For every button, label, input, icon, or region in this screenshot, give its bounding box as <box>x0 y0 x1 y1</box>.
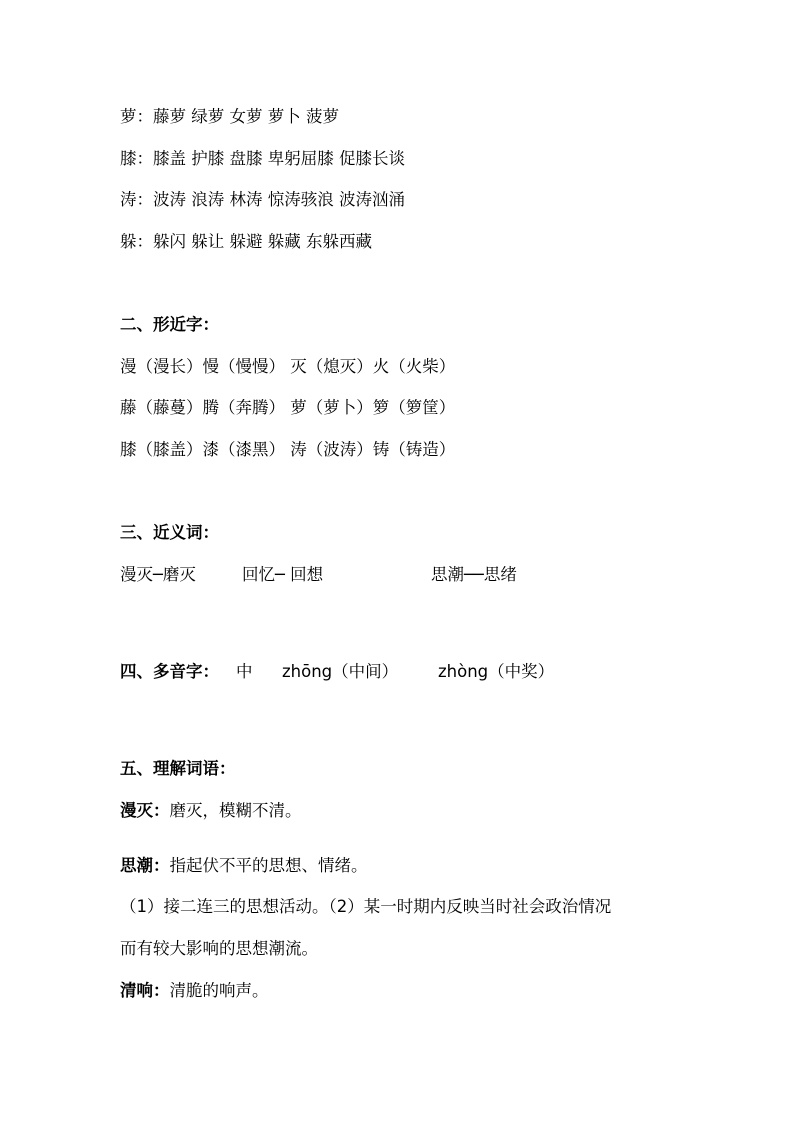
definition-entry <box>120 980 269 1002</box>
polyphone-character: 中 <box>236 662 253 681</box>
similar-characters-line: 漫（漫长）慢（慢慢） 灭（熄灭）火（火柴） <box>120 357 456 376</box>
definition-term: 漫灭： <box>120 801 170 820</box>
vocab-line-luo: 萝：藤萝 绿萝 女萝 萝卜 菠萝 <box>120 107 339 126</box>
vocab-line-duo: 躲：躲闪 躲让 躲避 躲藏 东躲西藏 <box>120 232 372 251</box>
definition-continuation: 而有较大影响的思想潮流。 <box>120 939 318 958</box>
polyphone-row <box>120 661 680 683</box>
section-heading-polyphones: 四、多音字： <box>120 662 219 681</box>
definition-entry <box>120 855 368 877</box>
definition-term: 清响： <box>120 981 170 1000</box>
vocab-line-xi: 膝：膝盖 护膝 盘膝 卑躬屈膝 促膝长谈 <box>120 149 405 168</box>
section-heading-word-meanings: 五、理解词语： <box>120 759 236 778</box>
definition-entry <box>120 800 302 822</box>
section-heading-synonyms: 三、近义词： <box>120 523 219 542</box>
definition-text: 指起伏不平的思想、情绪。 <box>169 856 368 875</box>
vocab-line-tao: 涛：波涛 浪涛 林涛 惊涛骇浪 波涛汹涌 <box>120 190 405 209</box>
synonym-pair: 思潮──思绪 <box>431 565 517 584</box>
definition-continuation: （1）接二连三的思想活动。（2）某一时期内反映当时社会政治情况 <box>120 897 612 916</box>
synonym-pair: 漫灭─磨灭 <box>120 565 196 584</box>
definition-text: 磨灭，模糊不清。 <box>169 801 302 820</box>
synonym-pair: 回忆─ 回想 <box>242 565 324 584</box>
section-heading-similar-characters: 二、形近字： <box>120 315 219 334</box>
polyphone-reading: zhòng（中奖） <box>438 662 555 681</box>
synonyms-row <box>120 564 680 586</box>
similar-characters-line: 藤（藤蔓）腾（奔腾） 萝（萝卜）箩（箩筐） <box>120 398 456 417</box>
similar-characters-line: 膝（膝盖）漆（漆黑） 涛（波涛）铸（铸造） <box>120 440 456 459</box>
definition-term: 思潮： <box>120 856 170 875</box>
polyphone-reading: zhōng（中间） <box>282 662 399 681</box>
definition-text: 清脆的响声。 <box>169 981 269 1000</box>
